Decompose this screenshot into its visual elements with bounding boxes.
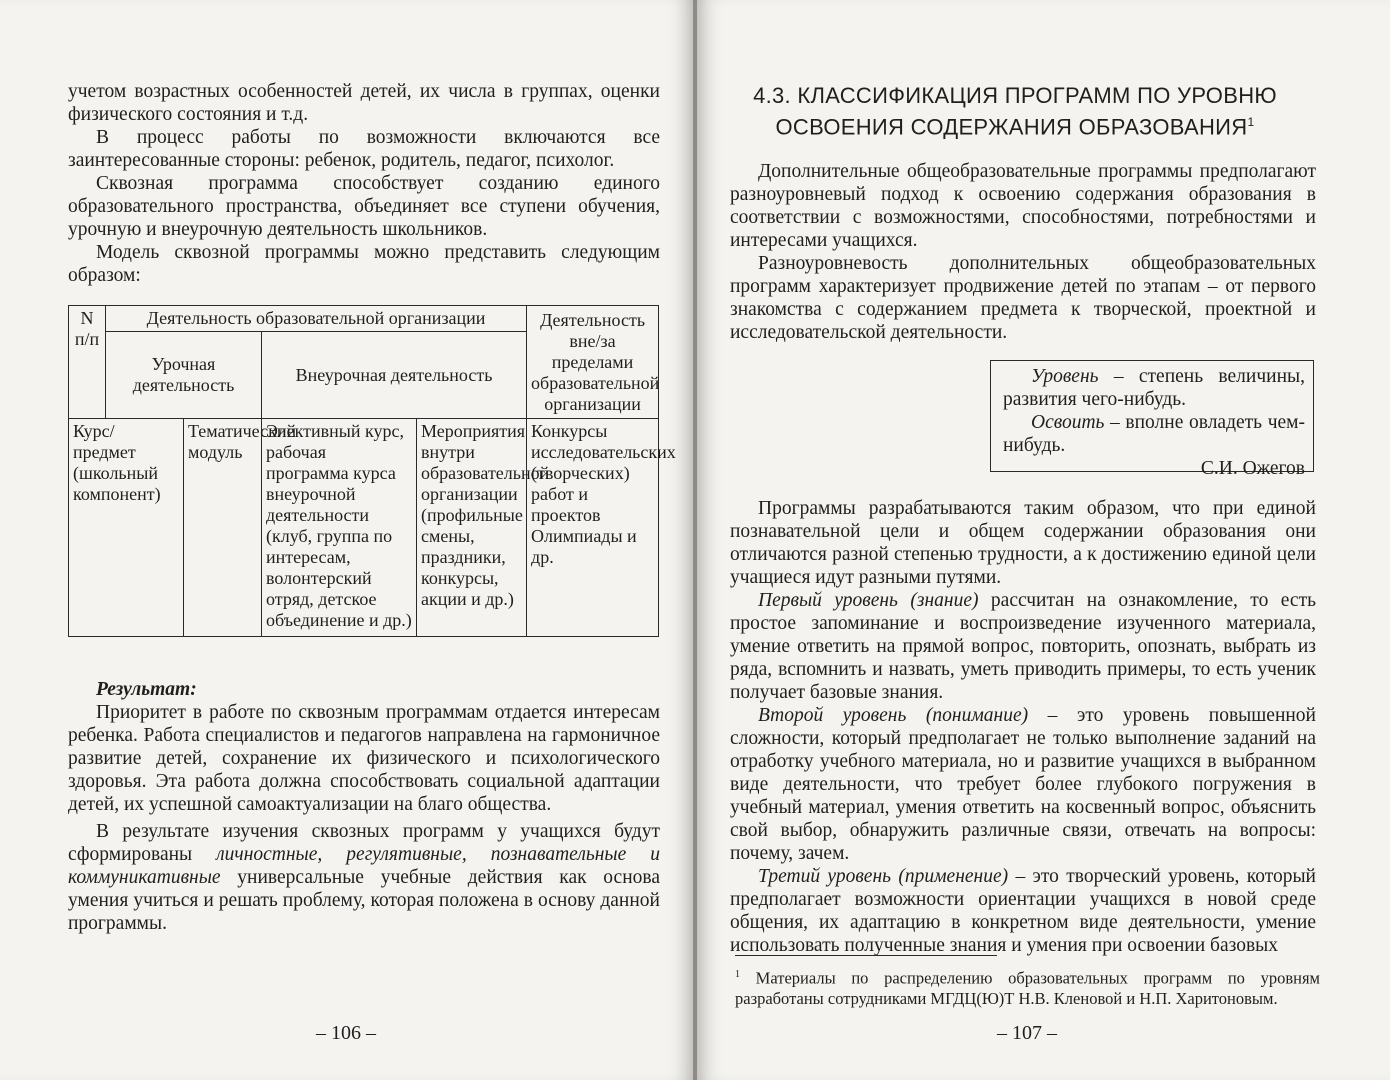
quote-term-2: Освоить: [1031, 412, 1105, 433]
result-section: [68, 678, 660, 935]
page-number-right: – 107 –: [997, 1022, 1057, 1044]
right-paragraph-3: Программы разрабатываются таким образом, что при единой познавательной цели и общем содержании образования они отличаются разной степенью трудности, а к достижению единой цели учащиеся идут разными путями.: [730, 498, 1316, 588]
intro-paragraph-3: Сквозная программа способствует созданию единого образовательного пространства, объединяет все ступени обучения, урочную и внеурочную деятельность школьников.: [68, 173, 660, 240]
level-1-text: рассчитан на ознакомление, то есть простое запоминание и воспроизведение изученного материала, умение ответить на прямой вопрос, повторить, опознать, выбрать из ряда, вспомнить и назвать, уметь приводить примеры, то есть ученик получает базовые знания.: [730, 590, 1316, 703]
intro-paragraph-1: учетом возрастных особенностей детей, их числа в группах, оценки физического состояния и т.д.: [68, 81, 660, 125]
table-cell-elective: Элективный курс, рабочая программа курса внеурочной деятельности (клуб, группа по интересам, волонтерский отряд, детское объединение и др.): [262, 419, 417, 637]
level-2-term: Второй уровень (понимание): [758, 705, 1029, 726]
result-paragraph-1: Приоритет в работе по сквозным программам отдается интересам ребенка. Работа специалистов и педагогов направлена на гармоничное развитие детей, сохранение их физического и психологического здоровья. Эта работа должна способствовать социальной адаптации детей, их успешной самоактуализации на благо общества.: [68, 702, 660, 815]
footnote-divider: [735, 955, 997, 956]
quote-def-1: – степень величины, развития чего-нибудь.: [1003, 366, 1305, 410]
table-cell-events: Мероприятия внутри образовательной организации (профильные смены, праздники, конкурсы, акции и др.): [417, 419, 527, 637]
result-p2-start: В результате изучения сквозных программ у учащихся будут сформированы: [68, 821, 660, 865]
quote-author: С.И. Ожегов: [1200, 458, 1305, 479]
table-cell-module: Тематический модуль: [184, 419, 262, 637]
heading-line-2: [735, 109, 1295, 140]
level-3-text: – это творческий уровень, который предполагает возможности ориентации учащихся в новой среде общения, их адаптацию в конкретном виде деятельности, умение использовать полученные знания и умения при освоении базовых: [730, 866, 1316, 956]
right-page: [697, 0, 1390, 1080]
result-paragraph-2: [68, 820, 660, 935]
result-p2-end: универсальные учебные действия как основа умения учиться и решать проблему, которая положена в основу данной программы.: [68, 867, 660, 934]
quote-def-2: – вполне овладеть чем-нибудь.: [1003, 412, 1305, 456]
section-heading: [735, 83, 1295, 140]
intro-paragraph-2: В процесс работы по возможности включаются все заинтересованные стороны: ребенок, родитель, педагог, психолог.: [68, 127, 660, 171]
definition-quote-box: [990, 360, 1314, 479]
level-3-paragraph: [730, 865, 1316, 957]
level-2-text: – это уровень повышенной сложности, который предполагает не только выполнение заданий на отработку учебного материала, но и развитие учащихся в выбранном виде деятельности, что требует более глубокого погружения в учебный материал, умения ответить на косвенный вопрос, объяснить свой выбор, обнаружить различные связи, отвечать на вопросы: почему, зачем.: [730, 705, 1316, 864]
level-1-term: Первый уровень (знание): [758, 590, 979, 611]
quote-definition-2: [1003, 411, 1305, 457]
heading-footnote-mark: 1: [1247, 115, 1255, 129]
right-paragraph-1: Дополнительные общеобразовательные программы предполагают разноуровневый подход к освоению содержания образования в соответствии с возможностями, способностями, потребностями и интересами учащихся.: [730, 161, 1316, 251]
heading-line-1: 4.3. КЛАССИФИКАЦИЯ ПРОГРАММ ПО УРОВНЮ: [753, 83, 1277, 108]
table-header-organization: Деятельность образовательной организации: [106, 306, 527, 332]
intro-paragraph-4: Модель сквозной программы можно представить следующим образом:: [68, 242, 660, 286]
table-cell-course: Курс/ предмет (школьный компонент): [69, 419, 184, 637]
footnote-mark: 1: [735, 969, 740, 980]
table-header-number: N п/п: [69, 306, 106, 419]
page-number-left: – 106 –: [316, 1022, 376, 1044]
table-header-extracurricular: Внеурочная деятельность: [262, 332, 527, 419]
quote-definition-1: [1003, 365, 1305, 411]
result-p2-italic: личностные, регулятивные, познавательные и коммуникативные: [68, 844, 660, 888]
table-cell-contests: Конкурсы исследовательских (творческих) работ и проектов Олимпиады и др.: [527, 419, 659, 637]
level-3-term: Третий уровень (применение): [758, 866, 1009, 887]
table-header-lesson: Урочная деятельность: [106, 332, 262, 419]
level-2-paragraph: [730, 704, 1316, 865]
right-paragraph-2: Разноуровневость дополнительных общеобразовательных программ характеризует продвижение детей по этапам – от первого знакомства с содержанием предмета к творческой, проектной и исследовательской деятельности.: [730, 253, 1316, 343]
levels-section: [730, 497, 1316, 957]
left-page: [0, 0, 693, 1080]
footnote: [735, 965, 1320, 1009]
level-1-paragraph: [730, 589, 1316, 704]
left-intro: [68, 80, 660, 287]
footnote-text: Материалы по распределению образовательных программ по уровням разработаны сотрудниками МГДЦ(Ю)Т Н.В. Кленовой и Н.П. Харитоновым.: [735, 968, 1320, 1008]
table-header-outside: Деятельность вне/за пределами образовательной организации: [527, 306, 659, 419]
heading-line-2-text: ОСВОЕНИЯ СОДЕРЖАНИЯ ОБРАЗОВАНИЯ: [775, 114, 1248, 140]
result-title: Результат:: [96, 679, 197, 700]
right-intro: [730, 160, 1316, 344]
program-model-table: [68, 305, 676, 637]
quote-term-1: Уровень: [1031, 366, 1099, 387]
